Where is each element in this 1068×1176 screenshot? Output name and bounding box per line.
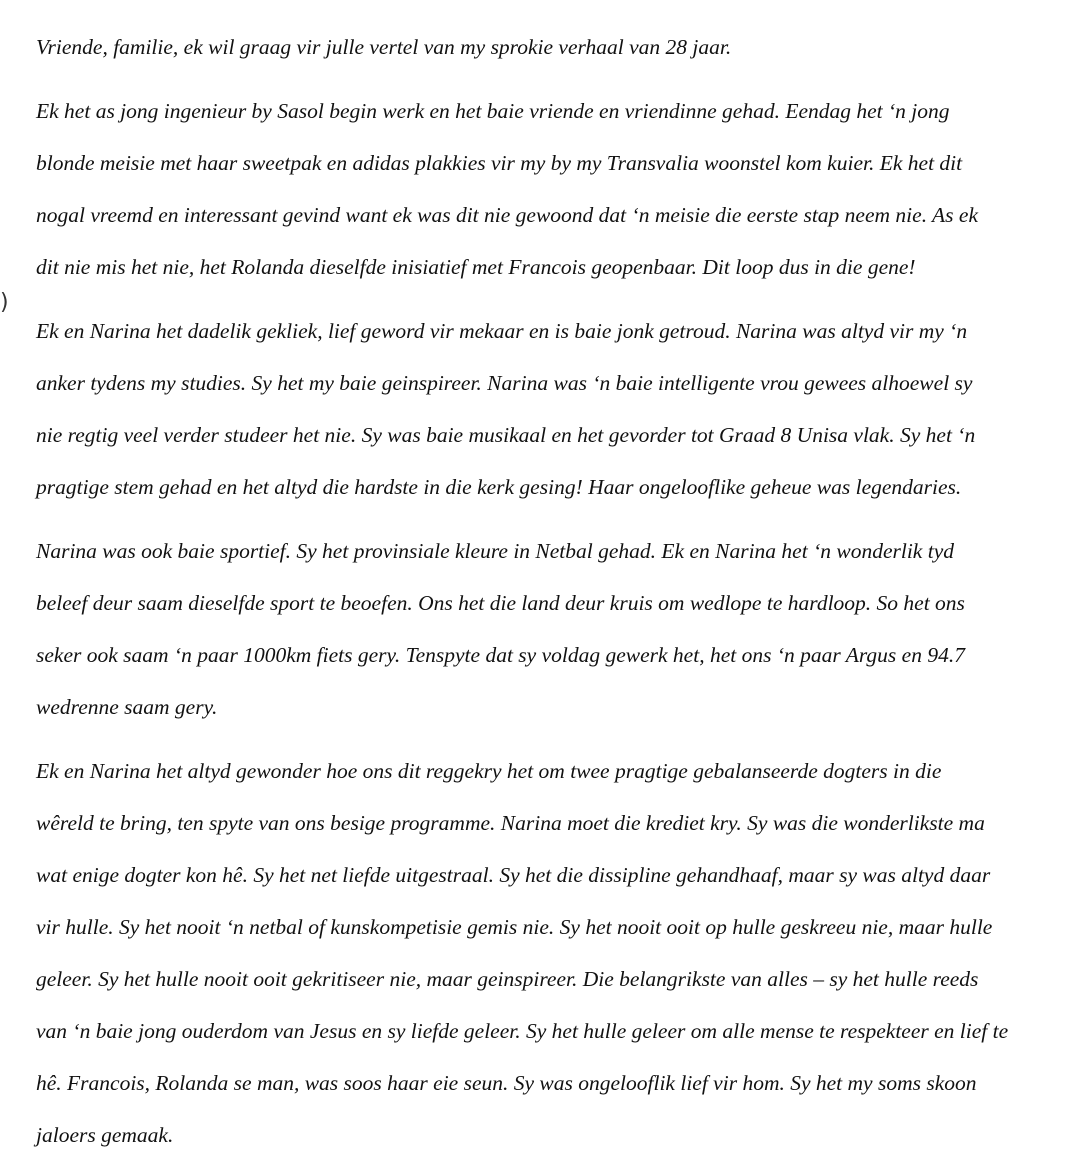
paragraph — [36, 24, 1058, 76]
text-line: jaloers gemaak. — [36, 1123, 174, 1147]
text-line: dit nie mis het nie, het Rolanda dieselfde inisiatief met Francois geopenbaar. Dit loop dus in die gene! — [36, 255, 916, 279]
text-line: wêreld te bring, ten spyte van ons besige programme. Narina moet die krediet kry. Sy was die wonderlikste ma — [36, 811, 985, 835]
text-line: nogal vreemd en interessant gevind want ek was dit nie gewoond dat ‘n meisie die eerste stap neem nie. As ek — [36, 203, 979, 227]
text-line: wat enige dogter kon hê. Sy het net liefde uitgestraal. Sy het die dissipline gehandhaaf, maar sy was altyd daar — [36, 863, 991, 887]
text-line: Ek en Narina het dadelik gekliek, lief geword vir mekaar en is baie jonk getroud. Narina was altyd vir my ‘n — [36, 319, 968, 343]
paragraph — [36, 308, 1058, 516]
text-line: Narina was ook baie sportief. Sy het provinsiale kleure in Netbal gehad. Ek en Narina het ‘n wonderlik tyd — [36, 539, 954, 563]
text-line: pragtige stem gehad en het altyd die hardste in die kerk gesing! Haar ongelooflike geheue was legendaries. — [36, 475, 962, 499]
text-line: beleef deur saam dieselfde sport te beoefen. Ons het die land deur kruis om wedlope te hardloop. So het ons — [36, 591, 965, 615]
text-line: anker tydens my studies. Sy het my baie geinspireer. Narina was ‘n baie intelligente vrou gewees alhoewel sy — [36, 371, 973, 395]
paragraph — [36, 748, 1058, 1164]
scan-margin-mark: ) — [0, 290, 9, 315]
text-line: van ‘n baie jong ouderdom van Jesus en sy liefde geleer. Sy het hulle geleer om alle mense te respekteer en lief te — [36, 1019, 1009, 1043]
text-line: Ek het as jong ingenieur by Sasol begin werk en het baie vriende en vriendinne gehad. Eendag het ‘n jong — [36, 99, 950, 123]
text-line: blonde meisie met haar sweetpak en adidas plakkies vir my by my Transvalia woonstel kom kuier. Ek het dit — [36, 151, 963, 175]
paragraph — [36, 88, 1058, 296]
text-line: nie regtig veel verder studeer het nie. Sy was baie musikaal en het gevorder tot Graad 8 Unisa vlak. Sy het ‘n — [36, 423, 976, 447]
text-line: Vriende, familie, ek wil graag vir julle vertel van my sprokie verhaal van 28 jaar. — [36, 35, 732, 59]
text-line: Ek en Narina het altyd gewonder hoe ons dit reggekry het om twee pragtige gebalanseerde dogters in die — [36, 759, 942, 783]
text-line: geleer. Sy het hulle nooit ooit gekritiseer nie, maar geinspireer. Die belangrikste van alles – sy het hulle reeds — [36, 967, 979, 991]
text-line: seker ook saam ‘n paar 1000km fiets gery. Tenspyte dat sy voldag gewerk het, het ons ‘n paar Argus en 94.7 — [36, 643, 965, 667]
document-body — [36, 24, 1058, 1176]
paragraph — [36, 528, 1058, 736]
text-line: wedrenne saam gery. — [36, 695, 218, 719]
text-line: hê. Francois, Rolanda se man, was soos haar eie seun. Sy was ongelooflik lief vir hom. Sy het my soms skoon — [36, 1071, 977, 1095]
text-line: vir hulle. Sy het nooit ‘n netbal of kunskompetisie gemis nie. Sy het nooit ooit op hulle geskreeu nie, maar hulle — [36, 915, 993, 939]
